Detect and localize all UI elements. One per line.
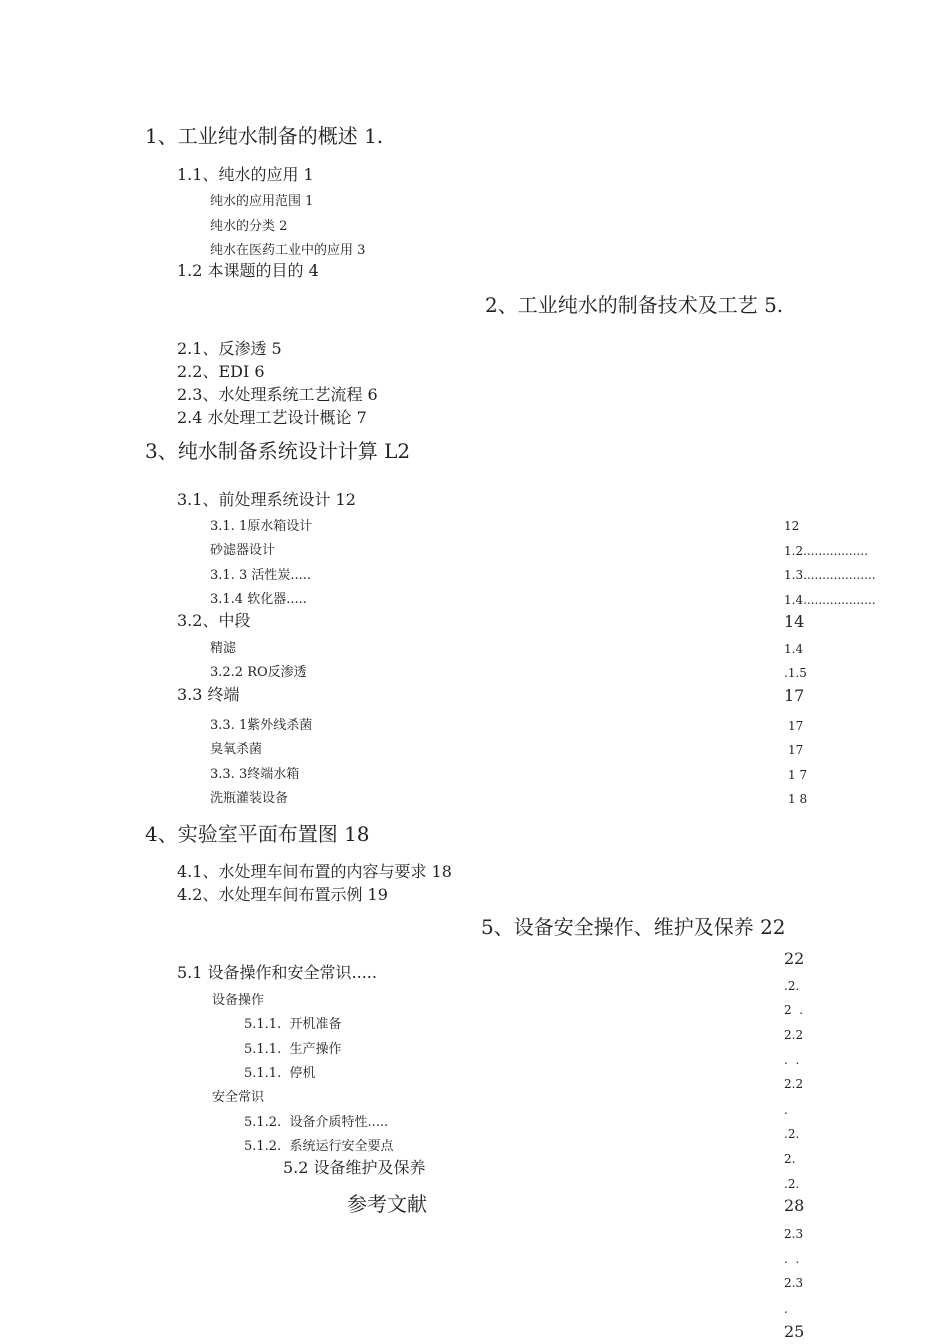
toc-entry-3-2-2[interactable]: 3.2.2 RO反渗透	[210, 665, 307, 680]
page-number: 2.3	[784, 1276, 804, 1290]
page-number: .2.	[784, 979, 800, 993]
page-number: 1.4...................	[784, 593, 876, 607]
toc-entry-3-3-3[interactable]: 3.3. 3终端水箱	[210, 767, 300, 782]
toc-entry-3-1-3[interactable]: 3.1. 3 活性炭.....	[210, 568, 312, 583]
page-number: .2.	[784, 1127, 800, 1141]
toc-entry-2-2[interactable]: 2.2、EDI 6	[177, 362, 265, 381]
page-number: 2 .	[784, 1003, 804, 1017]
toc-entry-5-2[interactable]: 5.2 设备维护及保养	[283, 1158, 426, 1177]
page-number: . .	[784, 1252, 800, 1266]
toc-entry-5-1-2[interactable]: 安全常识	[212, 1090, 265, 1105]
page-number: 1.3...................	[784, 568, 876, 582]
toc-references[interactable]: 参考文献	[347, 1192, 427, 1216]
toc-heading-3[interactable]: 3、纯水制备系统设计计算 L2	[145, 439, 411, 463]
page-number: 25	[784, 1322, 805, 1341]
toc-entry-5-1-1[interactable]: 设备操作	[212, 993, 265, 1008]
page-number: .1.5	[784, 666, 807, 680]
toc-entry-3-3-2[interactable]: 臭氧杀菌	[210, 742, 263, 757]
page-number: 17	[788, 719, 804, 733]
page-number: 2.2	[784, 1077, 804, 1091]
toc-entry-3-2-1[interactable]: 精滤	[210, 641, 237, 656]
page-number: .2.	[784, 1177, 800, 1191]
page-number: .	[784, 1103, 788, 1117]
page-number: 17	[788, 743, 804, 757]
page-number: 14	[784, 612, 805, 631]
toc-entry-3-3-4[interactable]: 洗瓶灌装设备	[210, 791, 289, 806]
page-number: . .	[784, 1053, 800, 1067]
page-number: 2.3	[784, 1227, 804, 1241]
toc-entry-1-1-2[interactable]: 纯水的分类 2	[210, 219, 288, 234]
toc-entry-2-1[interactable]: 2.1、反渗透 5	[177, 339, 282, 358]
toc-entry-3-3-1[interactable]: 3.3. 1紫外线杀菌	[210, 718, 313, 733]
page-number: 17	[784, 686, 805, 705]
toc-entry-1-1-3[interactable]: 纯水在医药工业中的应用 3	[210, 243, 366, 258]
page-number: .	[784, 1302, 788, 1316]
page-number: 1.2.................	[784, 544, 868, 558]
toc-entry-5-1-2-1[interactable]: 5.1.2. 设备介质特性.....	[244, 1115, 389, 1130]
toc-entry-5-1-1-3[interactable]: 5.1.1. 停机	[244, 1066, 316, 1081]
page-number: 22	[784, 949, 805, 968]
toc-entry-4-1[interactable]: 4.1、水处理车间布置的内容与要求 18	[177, 862, 452, 881]
page-number: 1.4	[784, 642, 804, 656]
toc-heading-5[interactable]: 5、设备安全操作、维护及保养 22	[481, 915, 786, 939]
toc-heading-1[interactable]: 1、工业纯水制备的概述 1.	[145, 124, 384, 148]
toc-heading-2[interactable]: 2、工业纯水的制备技术及工艺 5.	[485, 293, 784, 317]
toc-entry-2-3[interactable]: 2.3、水处理系统工艺流程 6	[177, 385, 378, 404]
toc-entry-4-2[interactable]: 4.2、水处理车间布置示例 19	[177, 885, 388, 904]
page-number: 28	[784, 1196, 805, 1215]
page-number: 1 7	[788, 768, 808, 782]
toc-entry-5-1-1-2[interactable]: 5.1.1. 生产操作	[244, 1042, 342, 1057]
toc-entry-3-3[interactable]: 3.3 终端	[177, 685, 240, 704]
toc-entry-5-1[interactable]: 5.1 设备操作和安全常识.....	[177, 963, 377, 982]
toc-entry-1-1[interactable]: 1.1、纯水的应用 1	[177, 165, 314, 184]
toc-entry-3-2[interactable]: 3.2、中段	[177, 611, 251, 630]
toc-entry-2-4[interactable]: 2.4 水处理工艺设计概论 7	[177, 408, 367, 427]
page-number: 2.	[784, 1152, 796, 1166]
toc-heading-4[interactable]: 4、实验室平面布置图 18	[145, 822, 370, 846]
page-number: 2.2	[784, 1028, 804, 1042]
toc-entry-3-1[interactable]: 3.1、前处理系统设计 12	[177, 490, 356, 509]
toc-entry-1-1-1[interactable]: 纯水的应用范围 1	[210, 194, 314, 209]
toc-entry-3-1-2[interactable]: 砂滤器设计	[210, 543, 276, 558]
toc-entry-5-1-1-1[interactable]: 5.1.1. 开机准备	[244, 1017, 342, 1032]
toc-entry-3-1-4[interactable]: 3.1.4 软化器.....	[210, 592, 307, 607]
page-number: 1 8	[788, 792, 808, 806]
toc-entry-5-1-2-2[interactable]: 5.1.2. 系统运行安全要点	[244, 1139, 394, 1154]
toc-entry-1-2[interactable]: 1.2 本课题的目的 4	[177, 261, 319, 280]
page-number: 12	[784, 519, 800, 533]
toc-entry-3-1-1[interactable]: 3.1. 1原水箱设计	[210, 519, 313, 534]
